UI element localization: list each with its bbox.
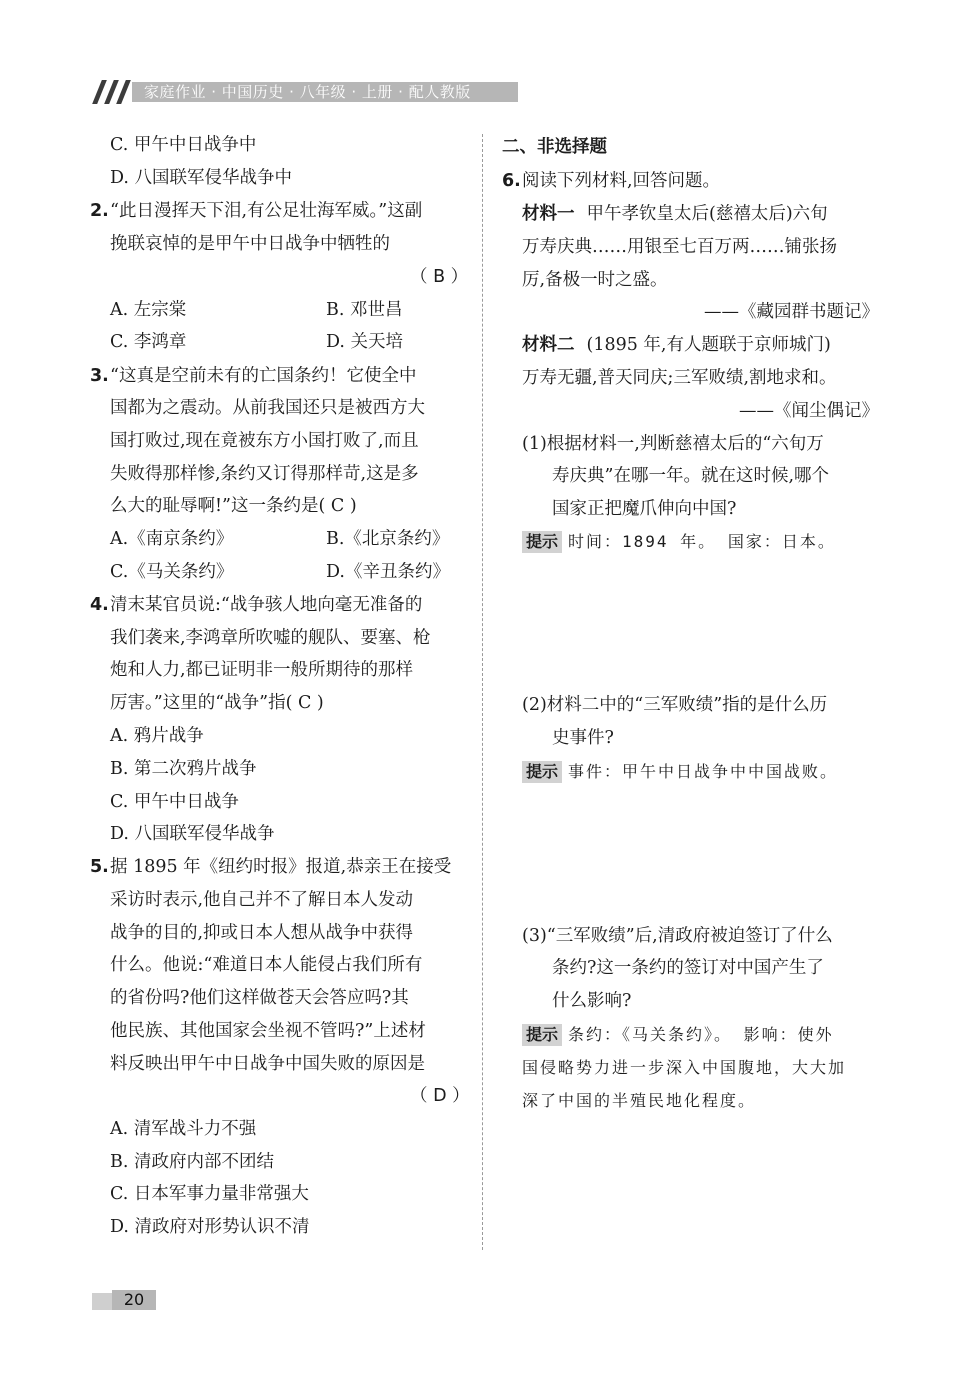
q3-option-c: C.《马关条约》 (110, 562, 234, 582)
hint-2-text: 事件：甲午中日战争中中国战败。 (568, 762, 839, 781)
material-two-line: 万寿无疆,普天同庆;三军败绩,割地求和。 (522, 368, 837, 388)
material-two-label: 材料二 (522, 335, 575, 355)
q6-stem: 阅读下列材料,回答问题。 (522, 171, 721, 191)
q5-stem-line: 战争的目的,抑或日本人想从战争中获得 (110, 923, 414, 943)
q5-option-c: C. 日本军事力量非常强大 (110, 1184, 309, 1204)
q3-option-d: D.《辛丑条约》 (326, 562, 450, 582)
material-two-line: 材料二 (1895 年,有人题联于京师城门) (522, 335, 831, 355)
q3-option-a: A.《南京条约》 (110, 529, 234, 549)
hint-1 (522, 530, 836, 554)
page-number: 20 (112, 1290, 156, 1310)
q3-stem-line: 国都为之震动。从前我国还只是被西方大 (110, 398, 425, 418)
q5-answer: （ D ） (410, 1086, 470, 1106)
q1-option-c: C. 甲午中日战争中 (110, 135, 257, 155)
header-title: 家庭作业 · 中国历史 · 八年级 · 上册 · 配人教版 (144, 83, 471, 101)
hint-3-text: 条约：《马关条约》。 影响：使外 (568, 1025, 834, 1044)
q3-stem-line: 失败得那样惨,条约又订得那样苛,这是多 (110, 464, 419, 484)
q5-stem-line: 的省份吗?他们这样做苍天会答应吗?其 (110, 988, 409, 1008)
q2-option-a: A. 左宗棠 (110, 300, 187, 320)
q4-stem-line: 炮和人力,都已证明非一般所期待的那样 (110, 660, 414, 680)
sub-question-line: (1)根据材料一,判断慈禧太后的“六旬万 (522, 434, 824, 454)
q4-option-a: A. 鸦片战争 (110, 726, 204, 746)
q5-option-b: B. 清政府内部不团结 (110, 1152, 274, 1172)
q4-option-c: C. 甲午中日战争 (110, 792, 239, 812)
q5-stem-line: 据 1895 年《纽约时报》报道,恭亲王在接受 (110, 857, 452, 877)
q5-option-a: A. 清军战斗力不强 (110, 1119, 257, 1139)
section-heading: 二、非选择题 (502, 137, 607, 157)
q5-number: 5. (90, 857, 109, 877)
hint-3 (522, 1023, 834, 1047)
q2-option-c: C. 李鸿章 (110, 332, 187, 352)
q2-stem-line: 挽联哀悼的是甲午中日战争中牺牲的 (110, 234, 390, 254)
hint-3-text: 国侵略势力进一步深入中国腹地，大大加 (522, 1058, 847, 1077)
q4-stem-line: 我们袭来,李鸿章所吹嘘的舰队、要塞、枪 (110, 628, 431, 648)
q3-number: 3. (90, 366, 109, 386)
q5-stem-line: 采访时表示,他自己并不了解日本人发动 (110, 890, 414, 910)
sub-question-line: 国家正把魔爪伸向中国? (552, 499, 737, 519)
q5-stem-line: 什么。他说:“难道日本人能侵占我们所有 (110, 955, 423, 975)
header-slash-decoration (92, 82, 132, 102)
q5-option-d: D. 清政府对形势认识不清 (110, 1217, 310, 1237)
sub-question-line: (2)材料二中的“三军败绩”指的是什么历 (522, 695, 828, 715)
hint-label: 提示 (522, 761, 562, 783)
sub-question-line: 什么影响? (552, 991, 632, 1011)
q5-stem-line: 他民族、其他国家会坐视不管吗?”上述材 (110, 1021, 426, 1041)
q2-number: 2. (90, 201, 109, 221)
material-one-label: 材料一 (522, 204, 575, 224)
q4-number: 4. (90, 595, 109, 615)
q3-stem-line: “这真是空前未有的亡国条约！它使全中 (110, 366, 417, 386)
q2-option-b: B. 邓世昌 (326, 300, 403, 320)
q4-option-d: D. 八国联军侵华战争 (110, 824, 275, 844)
hint-3-text: 深了中国的半殖民地化程度。 (522, 1091, 757, 1110)
q3-option-b: B.《北京条约》 (326, 529, 450, 549)
material-one-source: ——《藏园群书题记》 (704, 302, 879, 322)
q4-option-b: B. 第二次鸦片战争 (110, 759, 257, 779)
hint-label: 提示 (522, 531, 562, 553)
hint-label: 提示 (522, 1024, 562, 1046)
material-two-source: ——《闻尘偶记》 (739, 401, 879, 421)
q3-stem-line: 国打败过,现在竟被东方小国打败了,而且 (110, 431, 419, 451)
q5-stem-line: 料反映出甲午中日战争中国失败的原因是 (110, 1054, 425, 1074)
running-header (92, 82, 518, 102)
hint-2 (522, 760, 838, 784)
q2-answer: （ B ） (410, 267, 469, 287)
q1-option-d: D. 八国联军侵华战争中 (110, 168, 293, 188)
material-one-line: 万寿庆典……用银至七百万两……铺张扬 (522, 237, 837, 257)
sub-question-line: 寿庆典”在哪一年。就在这时候,哪个 (552, 466, 830, 486)
page-number-bar (92, 1293, 112, 1310)
column-divider (482, 134, 483, 1250)
sub-question-line: (3)“三军败绩”后,清政府被迫签订了什么 (522, 926, 833, 946)
q2-stem-line: “此日漫挥天下泪,有公足壮海军威。”这副 (110, 201, 423, 221)
material-one-line: 厉,备极一时之盛。 (522, 270, 668, 290)
hint-1-text: 时间：1894 年。 国家：日本。 (568, 532, 836, 551)
material-one-line: 材料一 甲午孝钦皇太后(慈禧太后)六旬 (522, 204, 828, 224)
q3-stem-line: 么大的耻辱啊!”这一条约是( C ) (110, 496, 357, 516)
q6-number: 6. (502, 171, 521, 191)
sub-question-line: 史事件? (552, 728, 614, 748)
q4-stem-line: 清末某官员说:“战争骇人地向毫无准备的 (110, 595, 423, 615)
q4-stem-line: 厉害。”这里的“战争”指( C ) (110, 693, 324, 713)
q2-option-d: D. 关天培 (326, 332, 404, 352)
sub-question-line: 条约?这一条约的签订对中国产生了 (552, 958, 824, 978)
